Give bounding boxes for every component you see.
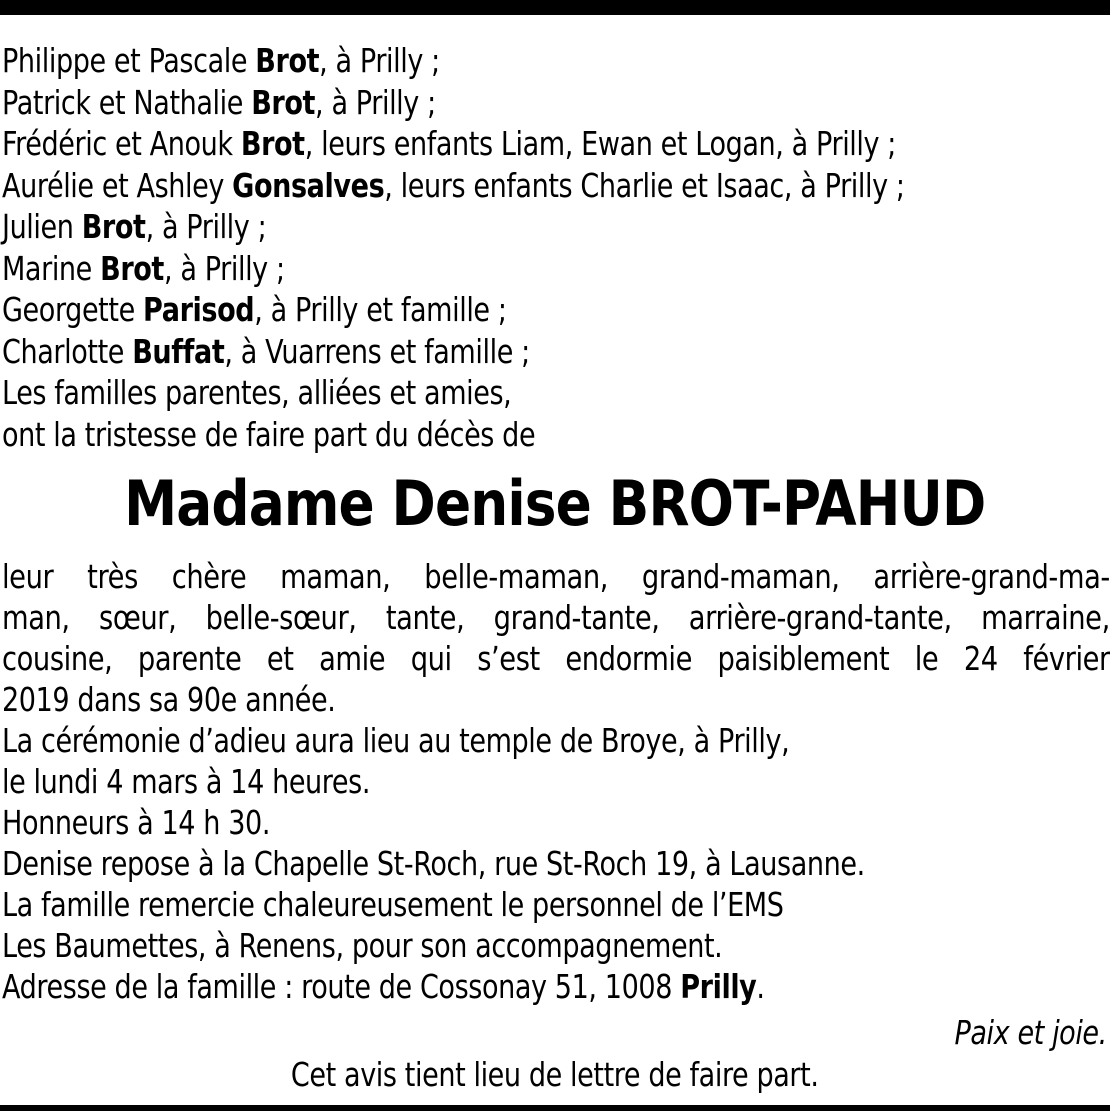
family-member-names: Patrick et Nathalie	[2, 82, 252, 122]
description-line	[2, 556, 1110, 597]
description-text: leur très chère maman, belle-maman, grand-maman, arrière-grand-ma-	[2, 557, 1110, 596]
family-member-location: , à Prilly ;	[319, 41, 440, 80]
family-surname: Brot	[100, 248, 164, 288]
family-member-location: , à Prilly ;	[315, 82, 436, 122]
family-member-location: , leurs enfants Liam, Ewan et Logan, à Prilly ;	[304, 124, 897, 163]
bottom-border-rule	[0, 1105, 1110, 1111]
family-member-line	[2, 206, 905, 248]
family-surname: Brot	[240, 124, 305, 163]
family-surname: Brot	[255, 41, 320, 80]
family-address-line	[2, 966, 911, 1007]
family-member-line	[2, 289, 905, 331]
notice-footer	[0, 1054, 1110, 1095]
deceased-name-text: Madame Denise BROT-PAHUD	[124, 467, 986, 540]
thanks-line: Les Baumettes, à Renens, pour son accompagnement.	[2, 926, 723, 965]
relatives-line: Les familles parentes, alliées et amies,	[2, 373, 512, 412]
family-member-names: Aurélie et Ashley	[2, 165, 233, 205]
family-member-location: , à Prilly et famille ;	[254, 290, 507, 329]
deceased-name-heading	[0, 468, 1110, 540]
family-member-names: Frédéric et Anouk	[2, 124, 241, 163]
family-member-names: Philippe et Pascale	[2, 41, 256, 80]
resting-place-line: Denise repose à la Chapelle St-Roch, rue St-Roch 19, à Lausanne.	[2, 844, 865, 883]
family-member-location: , à Vuarrens et famille ;	[224, 331, 530, 371]
description-line	[2, 638, 1110, 679]
description-text: cousine, parente et amie qui s’est endormie paisiblement le 24 février	[2, 639, 1110, 678]
announcement-line: ont la tristesse de faire part du décès de	[2, 414, 536, 454]
family-surname: Buffat	[132, 331, 225, 371]
family-member-location: , à Prilly ;	[145, 207, 267, 246]
top-border-rule	[0, 0, 1110, 15]
family-surname: Gonsalves	[232, 165, 385, 205]
description-line: 2019 dans sa 90e année.	[2, 680, 336, 719]
family-member-names: Georgette	[2, 290, 144, 329]
description-line	[2, 597, 1110, 638]
family-surname: Brot	[251, 82, 316, 122]
thanks-line: La famille remercie chaleureusement le personnel de l’EMS	[2, 885, 784, 924]
notice-body	[2, 556, 1110, 1007]
address-text: Adresse de la famille : route de Cossonay 51, 1008	[2, 967, 681, 1006]
family-surname: Brot	[81, 207, 146, 246]
honours-line: Honneurs à 14 h 30.	[2, 803, 271, 842]
family-surname: Parisod	[143, 290, 255, 329]
description-text: man, sœur, belle-sœur, tante, grand-tante, arrière-grand-tante, marraine,	[2, 598, 1110, 637]
family-member-line	[2, 248, 905, 290]
family-member-names: Charlotte	[2, 331, 133, 371]
closing-phrase: Paix et joie.	[954, 1013, 1107, 1052]
family-member-location: , à Prilly ;	[163, 248, 285, 288]
family-member-line	[2, 165, 905, 207]
ceremony-time-line: le lundi 4 mars à 14 heures.	[2, 762, 371, 801]
family-member-names: Julien	[2, 207, 82, 246]
notice-footer-text: Cet avis tient lieu de lettre de faire part.	[291, 1055, 819, 1094]
family-list	[2, 40, 905, 455]
address-city: Prilly	[680, 967, 757, 1006]
ceremony-line: La cérémonie d’adieu aura lieu au temple de Broye, à Prilly,	[2, 721, 790, 760]
family-member-line	[2, 331, 905, 373]
family-member-location: , leurs enfants Charlie et Isaac, à Prilly ;	[384, 165, 905, 205]
family-member-names: Marine	[2, 248, 101, 288]
family-member-line	[2, 123, 905, 165]
family-member-line	[2, 82, 905, 124]
address-punctuation: .	[756, 967, 765, 1006]
family-member-line	[2, 40, 905, 82]
